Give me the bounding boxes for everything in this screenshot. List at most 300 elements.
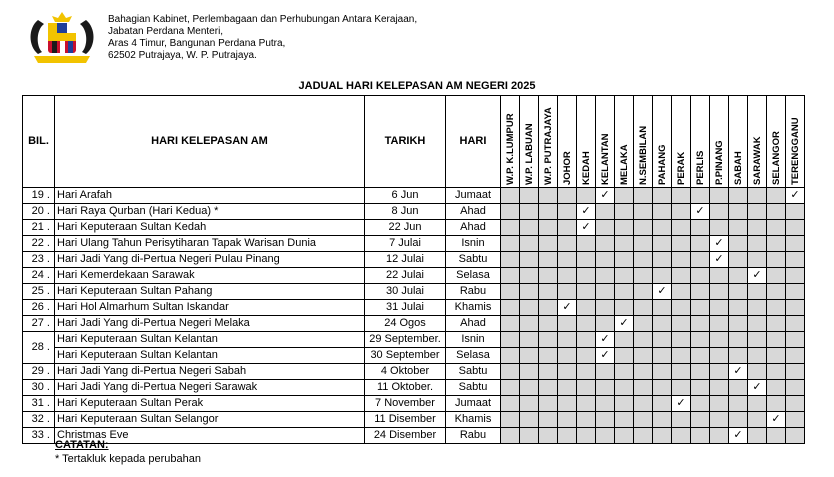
check-mark: ✓ xyxy=(786,188,805,204)
state-cell xyxy=(577,236,596,252)
table-row xyxy=(23,204,805,220)
header-state-label: SARAWAK xyxy=(751,135,763,185)
state-cell xyxy=(520,348,539,364)
header-state-label: SABAH xyxy=(732,150,744,185)
state-cell xyxy=(729,236,748,252)
holiday-name: Hari Jadi Yang di-Pertua Negeri Sarawak xyxy=(55,380,365,396)
state-cell xyxy=(539,396,558,412)
header-state-label: SELANGOR xyxy=(770,130,782,185)
notes-text: * Tertakluk kepada perubahan xyxy=(55,453,201,465)
state-cell xyxy=(786,364,805,380)
state-cell xyxy=(653,396,672,412)
state-cell xyxy=(615,220,634,236)
holiday-date: 30 September xyxy=(365,348,446,364)
state-cell xyxy=(520,412,539,428)
state-cell xyxy=(691,332,710,348)
holiday-day: Khamis xyxy=(446,412,501,428)
state-cell xyxy=(501,252,520,268)
state-cell xyxy=(767,380,786,396)
state-cell xyxy=(691,316,710,332)
state-cell xyxy=(520,380,539,396)
check-mark: ✓ xyxy=(615,316,634,332)
header-state xyxy=(501,96,520,188)
state-cell xyxy=(672,188,691,204)
state-cell xyxy=(729,284,748,300)
holiday-name: Christmas Eve xyxy=(55,428,365,444)
holiday-name: Hari Ulang Tahun Perisytiharan Tapak Warisan Dunia xyxy=(55,236,365,252)
state-cell xyxy=(767,236,786,252)
table-row xyxy=(23,348,805,364)
state-cell xyxy=(710,268,729,284)
state-cell xyxy=(501,316,520,332)
row-number: 25 . xyxy=(23,284,55,300)
state-cell xyxy=(577,252,596,268)
address-line: 62502 Putrajaya, W. P. Putrajaya. xyxy=(108,50,257,61)
state-cell xyxy=(767,396,786,412)
holiday-date: 7 November xyxy=(365,396,446,412)
holiday-name: Hari Keputeraan Sultan Perak xyxy=(55,396,365,412)
state-cell xyxy=(786,380,805,396)
holiday-day: Jumaat xyxy=(446,396,501,412)
holiday-day: Sabtu xyxy=(446,252,501,268)
state-cell xyxy=(748,236,767,252)
state-cell xyxy=(748,284,767,300)
state-cell xyxy=(501,268,520,284)
state-cell xyxy=(634,364,653,380)
state-cell xyxy=(786,204,805,220)
state-cell xyxy=(539,300,558,316)
header-day: HARI xyxy=(446,96,501,188)
table-row xyxy=(23,396,805,412)
state-cell xyxy=(691,396,710,412)
state-cell xyxy=(501,380,520,396)
state-cell xyxy=(691,364,710,380)
check-mark: ✓ xyxy=(653,284,672,300)
row-number: 19 . xyxy=(23,188,55,204)
row-number: 29 . xyxy=(23,364,55,380)
state-cell xyxy=(786,396,805,412)
state-cell xyxy=(710,316,729,332)
state-cell xyxy=(501,428,520,444)
state-cell xyxy=(786,252,805,268)
check-mark: ✓ xyxy=(729,428,748,444)
state-cell xyxy=(577,188,596,204)
state-cell xyxy=(710,364,729,380)
state-cell xyxy=(729,220,748,236)
state-cell xyxy=(501,396,520,412)
state-cell xyxy=(786,316,805,332)
state-cell xyxy=(729,300,748,316)
holiday-date: 24 Ogos xyxy=(365,316,446,332)
state-cell xyxy=(653,412,672,428)
header-state-label: N.SEMBILAN xyxy=(637,125,649,185)
header-state-label: W.P. K.LUMPUR xyxy=(504,112,516,185)
state-cell xyxy=(691,236,710,252)
state-cell xyxy=(634,268,653,284)
table-row xyxy=(23,316,805,332)
state-cell xyxy=(539,380,558,396)
row-number: 23 . xyxy=(23,252,55,268)
holiday-date: 24 Disember xyxy=(365,428,446,444)
holiday-day: Selasa xyxy=(446,268,501,284)
state-cell xyxy=(710,204,729,220)
state-cell xyxy=(615,332,634,348)
state-cell xyxy=(615,380,634,396)
state-cell xyxy=(767,348,786,364)
state-cell xyxy=(634,188,653,204)
check-mark: ✓ xyxy=(596,348,615,364)
state-cell xyxy=(615,204,634,220)
state-cell xyxy=(672,348,691,364)
holiday-name: Hari Jadi Yang di-Pertua Negeri Melaka xyxy=(55,316,365,332)
check-mark: ✓ xyxy=(558,300,577,316)
state-cell xyxy=(577,268,596,284)
state-cell xyxy=(558,412,577,428)
holiday-name: Hari Keputeraan Sultan Kedah xyxy=(55,220,365,236)
check-mark: ✓ xyxy=(691,204,710,220)
table-row xyxy=(23,300,805,316)
state-cell xyxy=(672,236,691,252)
table-row xyxy=(23,364,805,380)
state-cell xyxy=(691,300,710,316)
state-cell xyxy=(520,252,539,268)
state-cell xyxy=(767,252,786,268)
state-cell xyxy=(577,316,596,332)
state-cell xyxy=(596,428,615,444)
state-cell xyxy=(729,204,748,220)
state-cell xyxy=(767,220,786,236)
holiday-day: Ahad xyxy=(446,204,501,220)
state-cell xyxy=(672,220,691,236)
state-cell xyxy=(501,220,520,236)
state-cell xyxy=(767,268,786,284)
state-cell xyxy=(748,332,767,348)
state-cell xyxy=(501,348,520,364)
holiday-day: Ahad xyxy=(446,316,501,332)
holiday-day: Rabu xyxy=(446,428,501,444)
state-cell xyxy=(539,364,558,380)
check-mark: ✓ xyxy=(710,252,729,268)
state-cell xyxy=(539,284,558,300)
holiday-name: Hari Raya Qurban (Hari Kedua) * xyxy=(55,204,365,220)
header-bil: BIL. xyxy=(23,96,55,188)
state-cell xyxy=(748,428,767,444)
state-cell xyxy=(520,428,539,444)
holiday-date: 8 Jun xyxy=(365,204,446,220)
state-cell xyxy=(520,332,539,348)
state-cell xyxy=(672,380,691,396)
state-cell xyxy=(501,412,520,428)
state-cell xyxy=(615,396,634,412)
state-cell xyxy=(634,252,653,268)
state-cell xyxy=(577,396,596,412)
header-state xyxy=(520,96,539,188)
holiday-name: Hari Hol Almarhum Sultan Iskandar xyxy=(55,300,365,316)
state-cell xyxy=(539,268,558,284)
state-cell xyxy=(596,204,615,220)
holiday-day: Jumaat xyxy=(446,188,501,204)
state-cell xyxy=(748,364,767,380)
state-cell xyxy=(558,220,577,236)
state-cell xyxy=(653,252,672,268)
state-cell xyxy=(577,284,596,300)
check-mark: ✓ xyxy=(767,412,786,428)
state-cell xyxy=(596,268,615,284)
address-line: Jabatan Perdana Menteri, xyxy=(108,26,224,37)
state-cell xyxy=(710,220,729,236)
header-state-label: W.P. PUTRAJAYA xyxy=(542,106,554,185)
holiday-day: Rabu xyxy=(446,284,501,300)
state-cell xyxy=(615,348,634,364)
state-cell xyxy=(615,428,634,444)
state-cell xyxy=(691,428,710,444)
state-cell xyxy=(748,396,767,412)
state-cell xyxy=(634,316,653,332)
check-mark: ✓ xyxy=(596,332,615,348)
state-cell xyxy=(672,316,691,332)
state-cell xyxy=(653,332,672,348)
state-cell xyxy=(558,284,577,300)
state-cell xyxy=(501,332,520,348)
state-cell xyxy=(558,316,577,332)
state-cell xyxy=(786,268,805,284)
state-cell xyxy=(767,204,786,220)
state-cell xyxy=(653,188,672,204)
state-cell xyxy=(501,204,520,220)
state-cell xyxy=(501,188,520,204)
state-cell xyxy=(729,332,748,348)
state-cell xyxy=(672,268,691,284)
holiday-date: 22 Julai xyxy=(365,268,446,284)
state-cell xyxy=(577,380,596,396)
state-cell xyxy=(729,252,748,268)
state-cell xyxy=(615,252,634,268)
header-state xyxy=(748,96,767,188)
check-mark: ✓ xyxy=(748,380,767,396)
state-cell xyxy=(558,188,577,204)
table-header-row xyxy=(23,96,805,188)
holiday-name: Hari Keputeraan Sultan Pahang xyxy=(55,284,365,300)
row-number: 26 . xyxy=(23,300,55,316)
holiday-date: 6 Jun xyxy=(365,188,446,204)
header-state-label: W.P. LABUAN xyxy=(523,122,535,185)
state-cell xyxy=(767,316,786,332)
state-cell xyxy=(634,220,653,236)
check-mark: ✓ xyxy=(710,236,729,252)
state-cell xyxy=(653,236,672,252)
holiday-name: Hari Jadi Yang di-Pertua Negeri Sabah xyxy=(55,364,365,380)
table-row xyxy=(23,188,805,204)
state-cell xyxy=(615,236,634,252)
holiday-date: 12 Julai xyxy=(365,252,446,268)
state-cell xyxy=(729,348,748,364)
state-cell xyxy=(596,252,615,268)
holiday-date: 11 Disember xyxy=(365,412,446,428)
state-cell xyxy=(653,364,672,380)
table-row xyxy=(23,332,805,348)
state-cell xyxy=(710,396,729,412)
holiday-day: Isnin xyxy=(446,236,501,252)
holiday-name: Hari Kemerdekaan Sarawak xyxy=(55,268,365,284)
header-state-label: JOHOR xyxy=(561,150,573,185)
header-state-label: TERENGGANU xyxy=(789,116,801,185)
check-mark: ✓ xyxy=(729,364,748,380)
state-cell xyxy=(539,348,558,364)
holiday-day: Khamis xyxy=(446,300,501,316)
header-state xyxy=(558,96,577,188)
row-number: 33 . xyxy=(23,428,55,444)
check-mark: ✓ xyxy=(577,220,596,236)
check-mark: ✓ xyxy=(672,396,691,412)
state-cell xyxy=(577,300,596,316)
state-cell xyxy=(672,300,691,316)
state-cell xyxy=(539,428,558,444)
table-row xyxy=(23,380,805,396)
row-number: 20 . xyxy=(23,204,55,220)
state-cell xyxy=(634,300,653,316)
state-cell xyxy=(672,412,691,428)
state-cell xyxy=(558,380,577,396)
holiday-day: Sabtu xyxy=(446,364,501,380)
state-cell xyxy=(634,348,653,364)
state-cell xyxy=(710,380,729,396)
header-holiday: HARI KELEPASAN AM xyxy=(55,96,365,188)
state-cell xyxy=(520,316,539,332)
coat-of-arms-logo xyxy=(24,10,100,66)
state-cell xyxy=(767,188,786,204)
check-mark: ✓ xyxy=(577,204,596,220)
holiday-date: 11 Oktober. xyxy=(365,380,446,396)
state-cell xyxy=(691,380,710,396)
holiday-table xyxy=(22,95,805,444)
table-row xyxy=(23,236,805,252)
state-cell xyxy=(710,412,729,428)
state-cell xyxy=(653,380,672,396)
state-cell xyxy=(539,220,558,236)
header-state xyxy=(691,96,710,188)
row-number: 27 . xyxy=(23,316,55,332)
state-cell xyxy=(634,412,653,428)
state-cell xyxy=(501,300,520,316)
table-row xyxy=(23,284,805,300)
state-cell xyxy=(539,252,558,268)
state-cell xyxy=(691,412,710,428)
state-cell xyxy=(729,380,748,396)
state-cell xyxy=(672,332,691,348)
state-cell xyxy=(596,364,615,380)
state-cell xyxy=(539,188,558,204)
notes xyxy=(55,438,201,466)
state-cell xyxy=(596,284,615,300)
state-cell xyxy=(691,220,710,236)
state-cell xyxy=(786,284,805,300)
state-cell xyxy=(748,204,767,220)
holiday-date: 4 Oktober xyxy=(365,364,446,380)
state-cell xyxy=(691,348,710,364)
state-cell xyxy=(634,204,653,220)
state-cell xyxy=(615,284,634,300)
state-cell xyxy=(577,348,596,364)
state-cell xyxy=(653,316,672,332)
state-cell xyxy=(729,188,748,204)
state-cell xyxy=(577,364,596,380)
state-cell xyxy=(634,396,653,412)
holiday-name: Hari Keputeraan Sultan Selangor xyxy=(55,412,365,428)
holiday-name: Hari Keputeraan Sultan Kelantan xyxy=(55,332,365,348)
state-cell xyxy=(596,380,615,396)
state-cell xyxy=(596,316,615,332)
state-cell xyxy=(710,188,729,204)
holiday-date: 29 September. xyxy=(365,332,446,348)
state-cell xyxy=(539,236,558,252)
header-state xyxy=(710,96,729,188)
row-number: 32 . xyxy=(23,412,55,428)
state-cell xyxy=(539,316,558,332)
holiday-date: 7 Julai xyxy=(365,236,446,252)
header-state xyxy=(615,96,634,188)
holiday-date: 30 Julai xyxy=(365,284,446,300)
header-state xyxy=(729,96,748,188)
header-state-label: PERLIS xyxy=(694,150,706,185)
state-cell xyxy=(729,316,748,332)
state-cell xyxy=(672,364,691,380)
state-cell xyxy=(520,284,539,300)
holiday-name: Hari Arafah xyxy=(55,188,365,204)
state-cell xyxy=(710,300,729,316)
header-state xyxy=(539,96,558,188)
state-cell xyxy=(520,300,539,316)
state-cell xyxy=(710,284,729,300)
state-cell xyxy=(520,396,539,412)
state-cell xyxy=(653,428,672,444)
state-cell xyxy=(672,284,691,300)
address-line: Bahagian Kabinet, Perlembagaan dan Perhubungan Antara Kerajaan, xyxy=(108,14,418,25)
state-cell xyxy=(786,428,805,444)
header-state-label: P.PINANG xyxy=(713,139,725,185)
holiday-name: Hari Jadi Yang di-Pertua Negeri Pulau Pinang xyxy=(55,252,365,268)
state-cell xyxy=(558,204,577,220)
holiday-day: Isnin xyxy=(446,332,501,348)
state-cell xyxy=(786,348,805,364)
header-state-label: PAHANG xyxy=(656,144,668,185)
state-cell xyxy=(520,220,539,236)
state-cell xyxy=(615,364,634,380)
state-cell xyxy=(786,236,805,252)
state-cell xyxy=(501,284,520,300)
state-cell xyxy=(539,412,558,428)
state-cell xyxy=(634,380,653,396)
state-cell xyxy=(501,364,520,380)
holiday-day: Ahad xyxy=(446,220,501,236)
state-cell xyxy=(672,428,691,444)
state-cell xyxy=(558,364,577,380)
state-cell xyxy=(520,364,539,380)
state-cell xyxy=(748,188,767,204)
state-cell xyxy=(577,428,596,444)
header-state-label: KELANTAN xyxy=(599,132,611,185)
state-cell xyxy=(558,236,577,252)
state-cell xyxy=(786,220,805,236)
state-cell xyxy=(729,268,748,284)
state-cell xyxy=(558,396,577,412)
state-cell xyxy=(691,252,710,268)
state-cell xyxy=(767,284,786,300)
state-cell xyxy=(710,428,729,444)
table-row xyxy=(23,412,805,428)
state-cell xyxy=(767,300,786,316)
state-cell xyxy=(596,396,615,412)
holiday-day: Sabtu xyxy=(446,380,501,396)
